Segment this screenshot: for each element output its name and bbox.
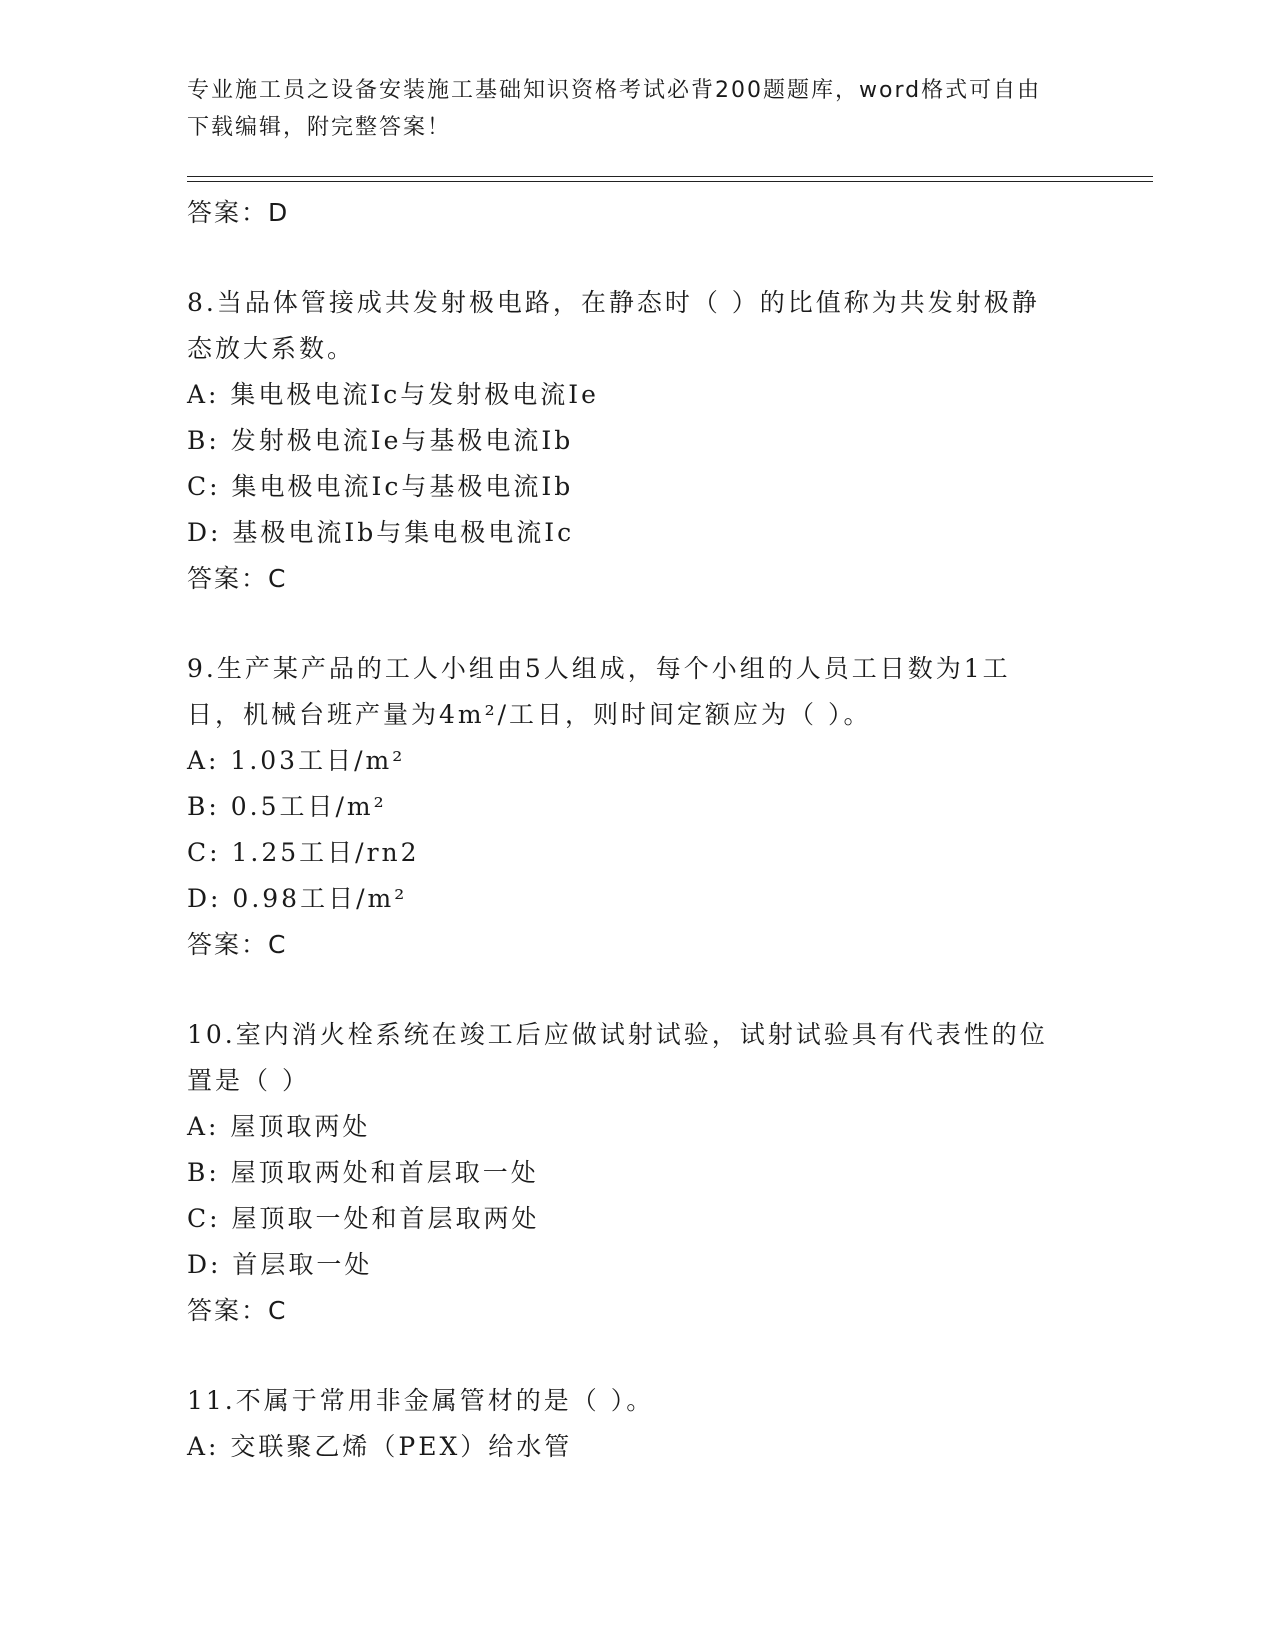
option-c: C: 集电极电流Ic与基极电流Ib (187, 472, 574, 501)
question-10 (187, 1012, 1087, 1334)
option-d: D: 基极电流Ib与集电极电流Ic (187, 518, 575, 547)
option-b: B: 屋顶取两处和首层取一处 (187, 1158, 539, 1187)
question-11 (187, 1378, 1087, 1470)
document-body (187, 190, 1087, 1470)
answer: 答案：C (187, 1296, 288, 1325)
option-a: A: 1.03工日/m² (187, 746, 406, 775)
answer: 答案：C (187, 564, 288, 593)
answer: 答案：C (187, 930, 288, 959)
question-9 (187, 646, 1087, 968)
spacer (187, 236, 1087, 280)
header-line-2: 下载编辑，附完整答案！ (187, 115, 452, 140)
option-a: A: 集电极电流Ic与发射极电流Ie (187, 380, 599, 409)
option-c: C: 屋顶取一处和首层取两处 (187, 1204, 540, 1233)
answer-7: 答案：D (187, 198, 290, 227)
page-header (187, 72, 1087, 146)
question-text: 日，机械台班产量为4m²/工日，则时间定额应为（ ）。 (187, 700, 872, 729)
option-a: A: 交联聚乙烯（PEX）给水管 (187, 1432, 573, 1461)
header-divider (187, 176, 1153, 182)
option-a: A: 屋顶取两处 (187, 1112, 371, 1141)
option-b: B: 发射极电流Ie与基极电流Ib (187, 426, 574, 455)
question-text: 11.不属于常用非金属管材的是（ ）。 (187, 1386, 655, 1415)
option-b: B: 0.5工日/m² (187, 792, 387, 821)
spacer (187, 602, 1087, 646)
option-d: D: 首层取一处 (187, 1250, 373, 1279)
question-text: 9.生产某产品的工人小组由5人组成，每个小组的人员工日数为1工 (187, 654, 1011, 683)
option-d: D: 0.98工日/m² (187, 884, 408, 913)
spacer (187, 968, 1087, 1012)
header-line-1: 专业施工员之设备安装施工基础知识资格考试必背200题题库，word格式可自由 (187, 78, 1042, 103)
question-text: 置是（ ） (187, 1066, 310, 1095)
option-c: C: 1.25工日/rn2 (187, 838, 420, 867)
question-8 (187, 280, 1087, 602)
question-text: 态放大系数。 (187, 334, 356, 363)
question-text: 8.当品体管接成共发射极电路，在静态时（ ）的比值称为共发射极静 (187, 288, 1040, 317)
spacer (187, 1334, 1087, 1378)
question-text: 10.室内消火栓系统在竣工后应做试射试验，试射试验具有代表性的位 (187, 1020, 1048, 1049)
